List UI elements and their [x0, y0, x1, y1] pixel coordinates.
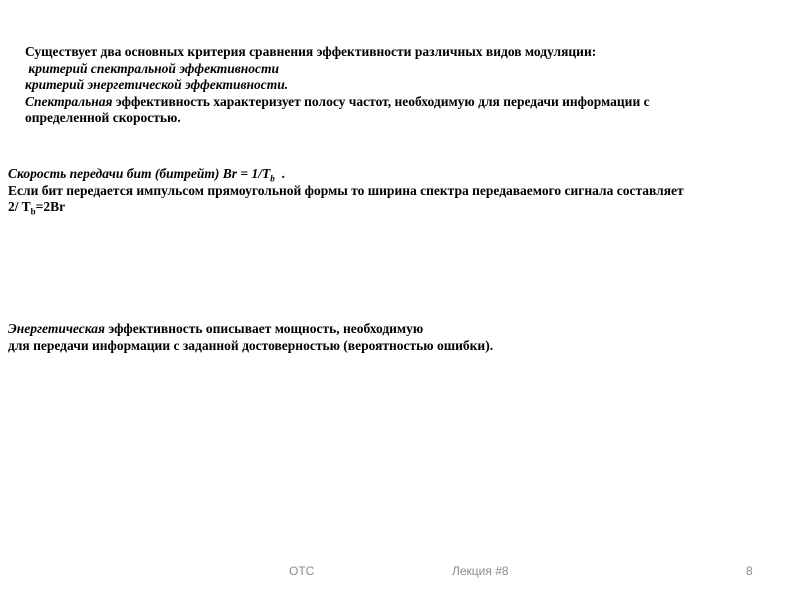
- footer-page-number: 8: [746, 564, 753, 578]
- spectral-definition-line2: определенной скоростью.: [25, 110, 181, 125]
- criteria-intro: Существует два основных критерия сравнения эффективности различных видов модуляции:: [25, 44, 597, 59]
- energy-block: [8, 321, 493, 354]
- bitrate-formula-text: Скорость передачи бит (битрейт) Br = 1/T: [8, 166, 271, 181]
- spectral-definition-text: эффективность характеризует полосу частот, необходимую для передачи информации с: [112, 93, 650, 109]
- criteria-item-energy: критерий энергетической эффективности.: [25, 77, 289, 92]
- spectral-word: Спектральная: [25, 93, 113, 109]
- bandwidth-formula-subscript: b: [30, 206, 36, 217]
- bitrate-formula: [8, 166, 684, 183]
- footer-course: ОТС: [289, 564, 315, 578]
- criteria-item-spectral: критерий спектральной эффективности: [25, 60, 280, 76]
- bitrate-formula-suffix: .: [274, 166, 285, 181]
- energy-definition-line2: для передачи информации с заданной достоверностью (вероятностью ошибки).: [8, 337, 494, 353]
- energy-word: Энергетическая: [8, 321, 105, 336]
- bitrate-spectrum-text: Если бит передается импульсом прямоугольной формы то ширина спектра передаваемого сигнала составляет: [8, 182, 684, 198]
- bitrate-formula-subscript: b: [270, 173, 275, 184]
- spectral-definition: [25, 94, 650, 111]
- energy-definition: [8, 321, 493, 338]
- bandwidth-formula-suffix: =2Br: [35, 199, 66, 214]
- footer-lecture: Лекция #8: [452, 564, 509, 578]
- energy-definition-text: эффективность описывает мощность, необходимую: [104, 321, 424, 336]
- bitrate-block: [8, 166, 684, 216]
- bandwidth-formula-text: 2/ T: [8, 199, 31, 214]
- criteria-block: [25, 44, 650, 127]
- bandwidth-formula: [8, 199, 684, 216]
